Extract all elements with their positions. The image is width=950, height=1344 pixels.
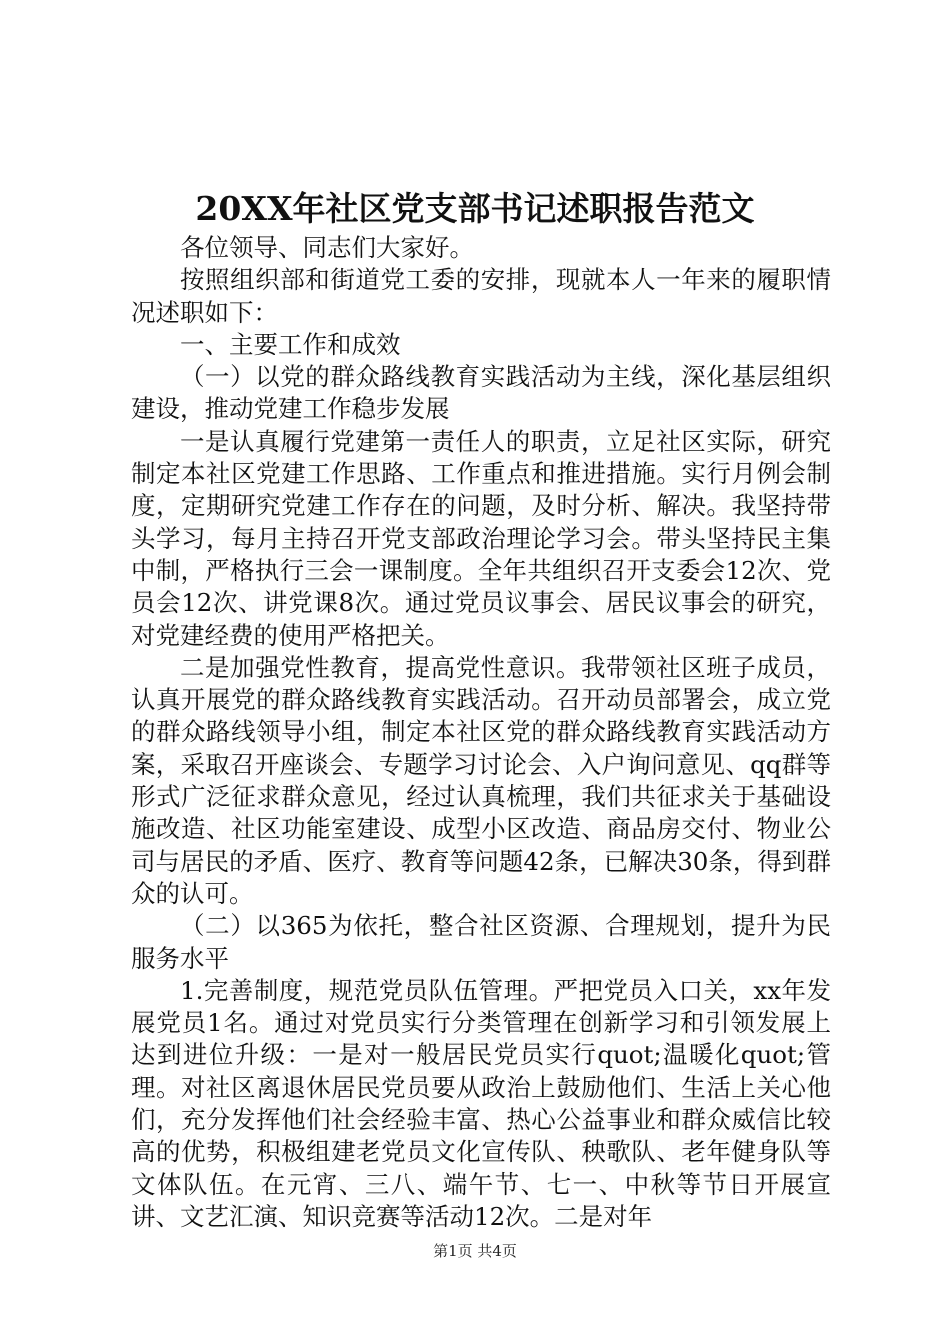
document-title: 20XX年社区党支部书记述职报告范文 bbox=[195, 189, 755, 228]
paragraph-point-1: 一是认真履行党建第一责任人的职责，立足社区实际，研究制定本社区党建工作思路、工作重点和推进措施。实行月例会制度，定期研究党建工作存在的问题，及时分析、解决。我坚持带头学习，每月主持召开党支部政治理论学习会。带头坚持民主集中制，严格执行三会一课制度。全年共组织召开支委会12次、党员会12次、讲党课8次。通过党员议事会、居民议事会的研究，对党建经费的使用严格把关。 bbox=[131, 426, 831, 650]
paragraph-point-2: 二是加强党性教育，提高党性意识。我带领社区班子成员，认真开展党的群众路线教育实践活动。召开动员部署会，成立党的群众路线领导小组，制定本社区党的群众路线教育实践活动方案，采取召开座谈会、专题学习讨论会、入户询问意见、qq群等形式广泛征求群众意见，经过认真梳理，我们共征求关于基础设施改造、社区功能室建设、成型小区改造、商品房交付、物业公司与居民的矛盾、医疗、教育等问题42条，已解决30条，得到群众的认可。 bbox=[131, 652, 831, 908]
paragraph-item-1: 1.完善制度，规范党员队伍管理。严把党员入口关，xx年发展党员1名。通过对党员实行分类管理在创新学习和引领发展上达到进位升级：一是对一般居民党员实行quot;温暖化quot;管理。对社区离退休居民党员要从政治上鼓励他们、生活上关心他们，充分发挥他们社会经验丰富、热心公益事业和群众威信比较高的优势，积极组建老党员文化宣传队、秧歌队、老年健身队等文体队伍。在元宵、三八、端午节、七一、中秋等节日开展宣讲、文艺汇演、知识竞赛等活动12次。二是对年 bbox=[131, 975, 831, 1231]
paragraph-greeting: 各位领导、同志们大家好。 bbox=[180, 233, 474, 262]
page-number: 第1页 共4页 bbox=[433, 1242, 517, 1260]
paragraph-intro: 按照组织部和街道党工委的安排，现就本人一年来的履职情况述职如下： bbox=[131, 265, 831, 327]
document-body bbox=[131, 232, 831, 1233]
subsection-heading-2: （二）以365为依托，整合社区资源、合理规划，提升为民服务水平 bbox=[131, 911, 831, 973]
section-heading-main-work: 一、主要工作和成效 bbox=[180, 329, 401, 359]
subsection-heading-1: （一）以党的群众路线教育实践活动为主线，深化基层组织建设，推动党建工作稳步发展 bbox=[131, 362, 831, 424]
